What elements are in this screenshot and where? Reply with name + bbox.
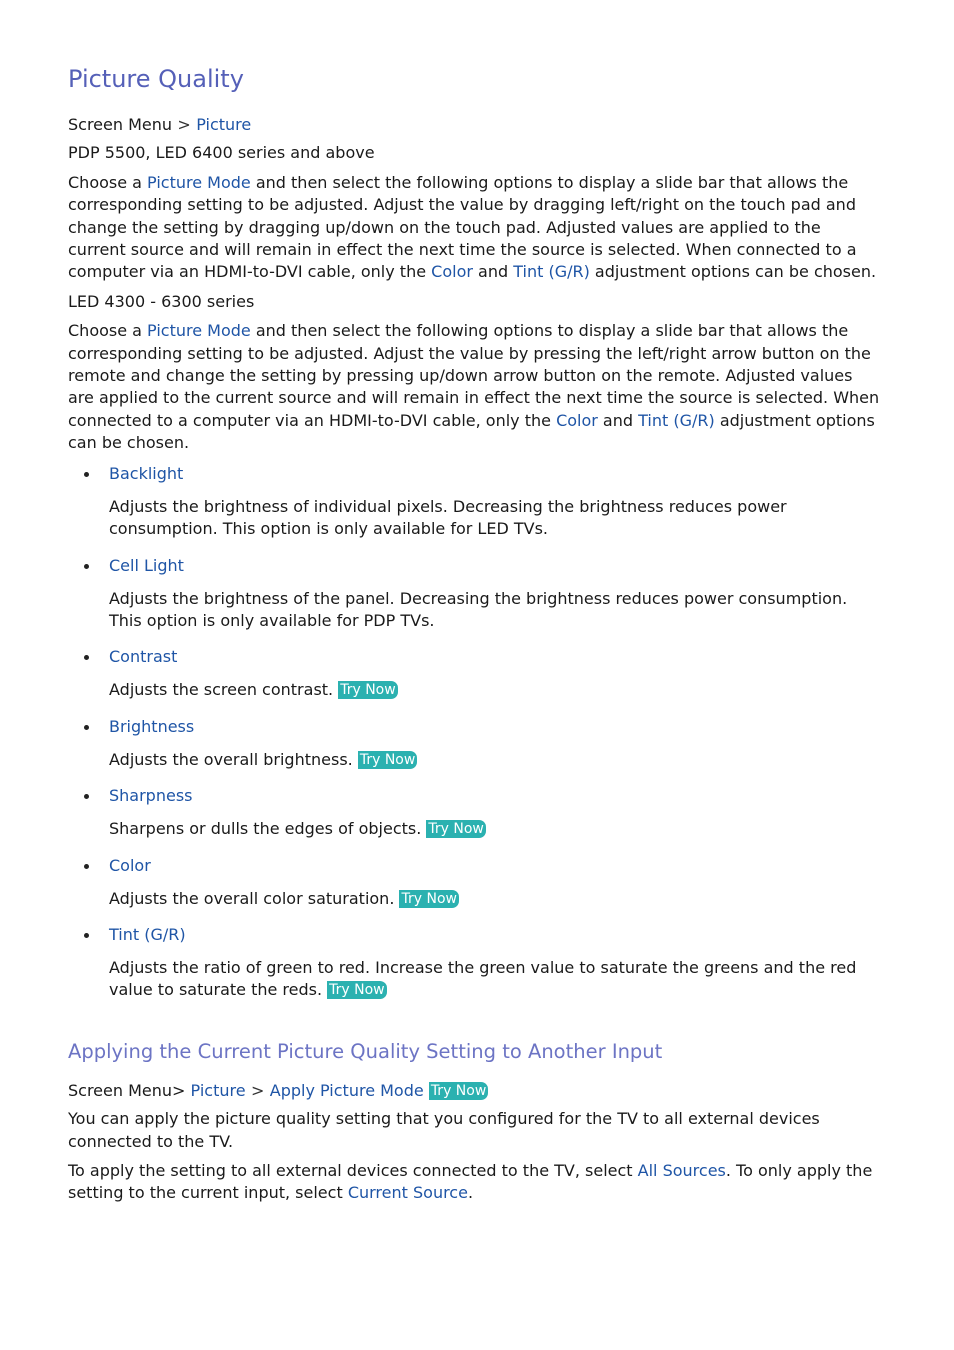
chevron-right-icon: > <box>177 115 191 134</box>
list-item-backlight <box>68 463 882 541</box>
list-item-sharpness <box>68 785 882 840</box>
option-title[interactable]: Color <box>109 855 151 875</box>
manual-page <box>68 62 882 1212</box>
try-now-button[interactable]: Try Now <box>359 751 416 768</box>
option-description: Adjusts the overall color saturation. Try Now <box>109 888 457 908</box>
bullet-icon <box>84 564 89 569</box>
bullet-icon <box>84 655 89 660</box>
menu-path: Screen Menu> Picture > Apply Picture Mode Try Now <box>68 1080 882 1102</box>
chevron-right-icon: > <box>172 1080 186 1100</box>
menu-path: Screen Menu > Picture <box>68 114 882 136</box>
list-item-contrast <box>68 646 882 701</box>
option-title[interactable]: Sharpness <box>109 786 193 806</box>
list-item-tint <box>68 924 882 1002</box>
list-item-cell-light <box>68 555 882 633</box>
bullet-icon <box>84 472 89 477</box>
chevron-right-icon: > <box>250 1080 265 1100</box>
try-now-button[interactable]: Try Now <box>428 821 484 838</box>
try-now-button[interactable]: Try Now <box>340 682 396 699</box>
option-description: Sharpens or dulls the edges of objects. Try Now <box>109 819 484 839</box>
try-now-button[interactable]: Try Now <box>401 890 457 907</box>
bullet-icon <box>84 794 89 799</box>
option-description: Adjusts the ratio of green to red. Increase the green value to saturate the greens and the red value to saturate the reds. Try Now <box>109 957 857 1000</box>
menu-link-picture[interactable]: Picture <box>196 115 252 134</box>
picture-options-list <box>68 463 882 1002</box>
option-title[interactable]: Brightness <box>109 716 195 736</box>
option-description: Adjusts the brightness of individual pixels. Decreasing the brightness reduces power consumption. This option is only available for LED TVs. <box>109 496 787 539</box>
option-title[interactable]: Tint (G/R) <box>109 924 186 944</box>
apply-section <box>68 1038 882 1205</box>
section-heading: Applying the Current Picture Quality Setting to Another Input <box>68 1039 663 1063</box>
color-link[interactable]: Color <box>431 262 473 282</box>
option-title[interactable]: Cell Light <box>109 555 184 575</box>
menu-link-picture[interactable]: Picture <box>190 1080 246 1100</box>
pdp-series-heading: PDP 5500, LED 6400 series and above <box>68 143 375 163</box>
led-series-paragraph: Choose a Picture Mode and then select the following options to display a slide bar that allows the corresponding setting to be adjusted. Adjust the value by pressing the left/right arrow button on the remote and change the setting by pressing up/down arrow button on the remote. Adjusted values are applied to the current source and will remain in effect the next time the source is selected. When connected to a computer via an HDMI-to-DVI cable, only the Color and Tint (G/R) adjustment options can be chosen. <box>68 321 880 453</box>
tint-link[interactable]: Tint (G/R) <box>513 262 590 282</box>
pdp-series-paragraph: Choose a Picture Mode and then select the following options to display a slide bar that allows the corresponding setting to be adjusted. Adjust the value by dragging left/right on the touch pad and change the setting by dragging up/down on the touch pad. Adjusted values are applied to the current source and will remain in effect the next time the source is selected. When connected to a computer via an HDMI-to-DVI cable, only the Color and Tint (G/R) adjustment options can be chosen. <box>68 172 877 282</box>
color-link[interactable]: Color <box>556 410 598 430</box>
option-title[interactable]: Backlight <box>109 463 184 483</box>
current-source-link[interactable]: Current Source <box>347 1183 468 1203</box>
try-now-button[interactable]: Try Now <box>430 1082 487 1099</box>
bullet-icon <box>84 864 89 869</box>
tint-link[interactable]: Tint (G/R) <box>638 410 715 430</box>
picture-mode-link[interactable]: Picture Mode <box>147 321 251 341</box>
all-sources-link[interactable]: All Sources <box>637 1160 726 1180</box>
list-item-brightness <box>68 716 882 771</box>
picture-mode-link[interactable]: Picture Mode <box>147 172 251 192</box>
list-item-color <box>68 855 882 910</box>
option-description: Adjusts the screen contrast. Try Now <box>109 680 396 700</box>
option-description: Adjusts the brightness of the panel. Decreasing the brightness reduces power consumption. This option is only available for PDP TVs. <box>109 588 848 630</box>
option-description: Adjusts the overall brightness. Try Now <box>109 749 416 769</box>
bullet-icon <box>84 933 89 938</box>
led-series-heading: LED 4300 - 6300 series <box>68 291 255 311</box>
apply-paragraph-1: You can apply the picture quality setting that you configured for the TV to all external devices connected to the TV. <box>68 1109 820 1151</box>
bullet-icon <box>84 725 89 730</box>
apply-paragraph-2: To apply the setting to all external devices connected to the TV, select All Sources. To only apply the setting to the current input, select Current Source. <box>68 1160 873 1203</box>
page-title: Picture Quality <box>68 65 244 93</box>
menu-link-apply-picture-mode[interactable]: Apply Picture Mode <box>269 1080 424 1100</box>
option-title[interactable]: Contrast <box>109 647 178 667</box>
try-now-button[interactable]: Try Now <box>329 982 385 999</box>
